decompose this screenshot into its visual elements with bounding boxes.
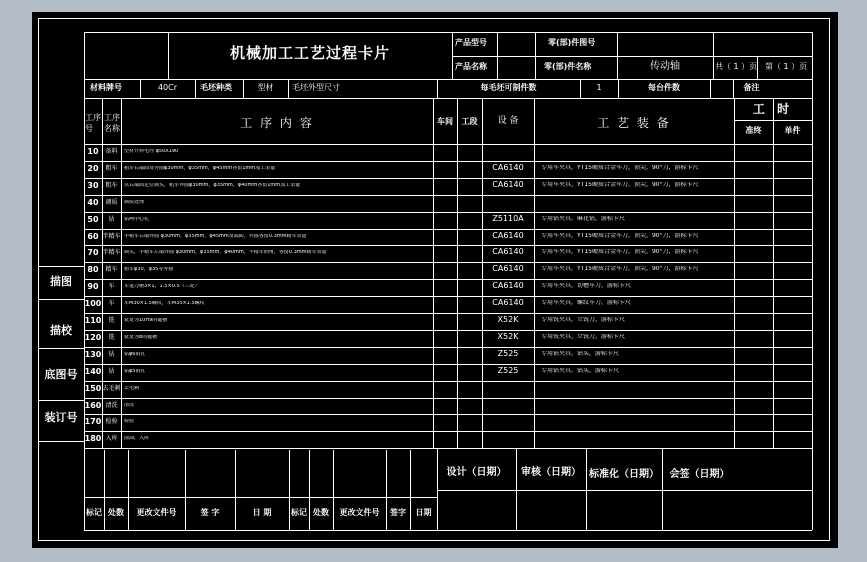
op-name: 铣 [108, 333, 115, 341]
op-name: 钻 [108, 367, 115, 375]
grid-line [104, 450, 105, 530]
part-drawing-no-label: 零(部)件图号 [548, 38, 596, 47]
op-content: 粗车右端面及外圆φ30mm，φ35mm，φ45mm各留1mm加工余量 [124, 165, 276, 171]
op-content: 精车φ30，φ35等外圆 [124, 267, 174, 273]
op-number: 80 [87, 265, 99, 275]
footer-standard: 标准化（日期） [589, 469, 659, 480]
footer-count: 处数 [108, 508, 124, 517]
op-number: 100 [84, 299, 102, 309]
col-section: 工段 [461, 117, 478, 126]
grid-line [84, 296, 812, 297]
grid-line [84, 262, 812, 263]
col-tooling: 工 艺 装 备 [597, 116, 671, 130]
op-tooling: 专用车夹具，YT15硬质合金车刀，顶尖，90°刀，游标卡尺 [541, 164, 699, 171]
op-equipment: CA6140 [492, 179, 524, 189]
op-equipment: CA6140 [492, 162, 524, 172]
grid-line [128, 450, 129, 530]
grid-line [309, 450, 310, 530]
op-content: 检验 [124, 419, 135, 425]
op-tooling: 专用钻夹具，钻头，游标卡尺 [541, 350, 620, 357]
op-name: 半精车 [102, 232, 121, 240]
grid-line [452, 56, 812, 57]
op-content: 涂油，入库 [124, 436, 150, 442]
part-name-value: 传动轴 [650, 61, 680, 72]
op-name: 检验 [105, 418, 118, 426]
op-content: 半精车右端外圆 φ30mm，φ35mm，φ45mm及端面，外圆各留0.3mm精车余量 [124, 233, 307, 239]
op-content: 车退刀槽3×1，1.5×0.5（三处） [124, 284, 200, 290]
op-number: 70 [87, 248, 99, 258]
product-model-label: 产品型号 [455, 38, 487, 47]
parts-per-blank-label: 每毛坯可制件数 [480, 83, 537, 92]
op-number: 130 [84, 349, 102, 359]
op-name: 车 [108, 300, 115, 308]
footer-signature: 签 字 [200, 508, 220, 517]
op-number: 10 [87, 147, 99, 156]
grid-line [662, 448, 663, 530]
grid-line [235, 450, 236, 530]
grid-line [84, 161, 812, 162]
op-equipment: Z525 [497, 348, 519, 358]
grid-line [84, 195, 812, 196]
op-number: 160 [84, 400, 102, 410]
grid-line [534, 98, 535, 448]
grid-line [586, 448, 587, 530]
col-unit: 单件 [784, 126, 801, 135]
side-label-binding-no: 装订号 [44, 411, 78, 424]
op-name: 精车 [105, 266, 118, 274]
grid-line [410, 450, 411, 530]
grid-line [38, 400, 84, 401]
grid-line [84, 144, 812, 145]
grid-line [84, 431, 812, 432]
grid-line [84, 245, 812, 246]
grid-line [84, 313, 812, 314]
material-label: 材料牌号 [90, 83, 122, 92]
op-content: 清洗 [124, 402, 135, 408]
op-content: 调头，半精车左端外圆 φ30mm，φ35mm，φ40mm，半精车倒角，各留0.3mm精车余量 [124, 250, 327, 256]
grid-line [84, 79, 812, 80]
grid-line [84, 212, 812, 213]
grid-line [84, 414, 812, 415]
op-equipment: CA6140 [492, 247, 524, 257]
op-content: 去毛刺 [124, 385, 140, 391]
footer-count2: 处数 [313, 508, 329, 517]
grid-line [195, 79, 196, 98]
side-label-base-drawing-no: 底图号 [44, 368, 78, 381]
col-prep: 准终 [745, 126, 762, 135]
op-tooling: 专用车夹具，YT15硬质合金车刀，顶尖，90°刀，游标卡尺 [541, 181, 699, 188]
op-number: 50 [87, 214, 99, 224]
footer-date2: 日期 [415, 508, 432, 517]
footer-review: 审核（日期） [521, 467, 581, 478]
op-tooling: 专用钻夹具，钻头，游标卡尺 [541, 367, 620, 374]
footer-design: 设计（日期） [446, 467, 507, 478]
op-equipment: Z525 [497, 365, 519, 375]
grid-line [84, 497, 437, 498]
op-equipment: X52K [497, 315, 519, 324]
footer-mark2: 标记 [291, 508, 307, 517]
op-tooling: 专用车夹具，切槽车刀，游标卡尺 [541, 283, 632, 290]
op-tooling: 专用车夹具，YT15硬质合金车刀，顶尖，90°刀，游标卡尺 [541, 249, 699, 256]
op-name: 车 [108, 283, 115, 291]
card-title: 机械加工工艺过程卡片 [229, 44, 390, 62]
op-name: 入库 [105, 435, 118, 443]
op-name: 备料 [105, 148, 118, 155]
grid-line [812, 32, 813, 530]
grid-line [84, 178, 812, 179]
op-tooling: 专用钻夹具，麻花钻，游标卡尺 [541, 215, 626, 222]
grid-line [516, 448, 517, 530]
material-value: 40Cr [157, 83, 178, 92]
op-equipment: CA6140 [492, 264, 524, 274]
grid-line [84, 98, 812, 99]
op-number: 140 [84, 366, 102, 376]
parts-per-unit-label: 每台件数 [648, 83, 680, 92]
grid-line [38, 348, 84, 349]
op-content: 钻φ6销孔 [124, 351, 146, 357]
op-equipment: X52K [497, 331, 519, 341]
op-number: 30 [87, 180, 99, 190]
remark-label: 备注 [743, 83, 760, 92]
grid-line [84, 229, 812, 230]
side-label-trace-check: 描校 [50, 324, 72, 337]
op-tooling: 专用车夹具，YT15硬质合金车刀，顶尖，90°刀，游标卡尺 [541, 232, 699, 239]
op-number: 40 [87, 197, 99, 207]
grid-line [437, 530, 812, 531]
op-content: 钻两中心孔 [124, 216, 150, 222]
blank-size-label: 毛坯外型尺寸 [292, 83, 340, 92]
op-number: 110 [84, 316, 102, 325]
grid-line [457, 98, 458, 448]
op-content: 调质处理 [124, 199, 145, 205]
op-equipment: CA6140 [492, 281, 524, 291]
op-name: 半精车 [102, 249, 121, 257]
grid-line [38, 266, 84, 267]
product-name-label: 产品名称 [455, 62, 487, 71]
footer-change-doc2: 更改文件号 [339, 508, 380, 517]
op-tooling: 专用车夹具，YT15硬质合金车刀，顶尖，90°刀，游标卡尺 [541, 266, 699, 273]
op-number: 150 [84, 383, 102, 393]
op-name: 钻 [108, 350, 115, 358]
op-number: 170 [84, 417, 102, 427]
op-tooling: 专用车夹具，螺纹车刀，游标卡尺 [541, 300, 632, 307]
op-name: 清洗 [105, 401, 118, 409]
op-number: 20 [87, 163, 99, 173]
col-op-no: 工序号 [85, 113, 101, 133]
col-equipment: 设 备 [497, 116, 519, 126]
op-content: 型材开料毛坯 φ50X190 [124, 149, 179, 154]
footer-date: 日 期 [252, 508, 272, 517]
grid-line [710, 79, 711, 98]
footer-mark: 标记 [86, 508, 102, 517]
grid-line [288, 79, 289, 98]
footer-signature2: 签字 [390, 508, 406, 517]
col-content: 工 序 内 容 [240, 116, 314, 130]
page-no-label: 第（ 1 ）页 [765, 62, 808, 71]
op-content: 铣宽为8的键槽 [124, 334, 158, 340]
op-number: 180 [84, 434, 102, 444]
op-tooling: 专用铣夹具，立铣刀，游标卡尺 [541, 333, 626, 340]
op-equipment: CA6140 [492, 298, 524, 308]
footer-change-doc: 更改文件号 [136, 508, 177, 517]
grid-line [734, 98, 735, 448]
side-label-drawing: 描图 [50, 275, 72, 288]
grid-line [437, 490, 812, 491]
op-equipment: Z5110A [492, 213, 524, 223]
op-name: 调质 [105, 198, 118, 206]
op-equipment: CA6140 [492, 230, 524, 240]
grid-line [433, 98, 434, 448]
grid-line [84, 32, 85, 530]
grid-line [84, 330, 812, 331]
grid-line [84, 381, 812, 382]
blank-type-value: 型材 [257, 83, 274, 92]
grid-line [185, 450, 186, 530]
grid-line [333, 450, 334, 530]
grid-line [773, 98, 774, 448]
op-content: 钻φ5销孔 [124, 368, 146, 374]
footer-sign: 会签（日期） [669, 469, 730, 480]
grid-line [386, 450, 387, 530]
grid-line [84, 448, 812, 449]
grid-line [734, 120, 812, 121]
grid-line [84, 32, 812, 33]
parts-per-blank-value: 1 [596, 83, 602, 92]
grid-line [38, 299, 84, 300]
blank-type-label: 毛坯种类 [200, 83, 232, 92]
op-number: 90 [87, 282, 99, 292]
op-name: 去毛刺 [102, 384, 121, 392]
grid-line [84, 398, 812, 399]
total-pages-label: 共（ 1 ）页 [715, 62, 758, 71]
part-name-label: 零(部)件名称 [544, 62, 592, 71]
op-name: 粗车 [105, 181, 118, 189]
grid-line [121, 98, 122, 448]
op-number: 120 [84, 332, 102, 342]
col-time: 工 时 [752, 102, 794, 116]
op-number: 60 [87, 231, 99, 241]
grid-line [38, 441, 84, 442]
grid-line [84, 347, 812, 348]
op-name: 粗车 [105, 164, 118, 172]
grid-line [84, 364, 812, 365]
col-op-name: 工序名称 [104, 113, 120, 133]
op-content: 以右端面定位调头，粗车外圆φ30mm，φ35mm，φ40mm各留1mm加工余量 [124, 182, 301, 188]
op-tooling: 专用铣夹具，立铣刀，游标卡尺 [541, 317, 626, 323]
grid-line [84, 279, 812, 280]
grid-line [289, 450, 290, 530]
op-content: 车M30×1.5螺纹，车M35×1.5螺纹 [124, 301, 205, 307]
op-content: 铣宽为10H9的键槽 [124, 318, 168, 323]
op-name: 铣 [108, 317, 115, 324]
col-workshop: 车间 [437, 117, 453, 126]
grid-line [84, 530, 437, 531]
op-name: 钻 [108, 215, 115, 223]
